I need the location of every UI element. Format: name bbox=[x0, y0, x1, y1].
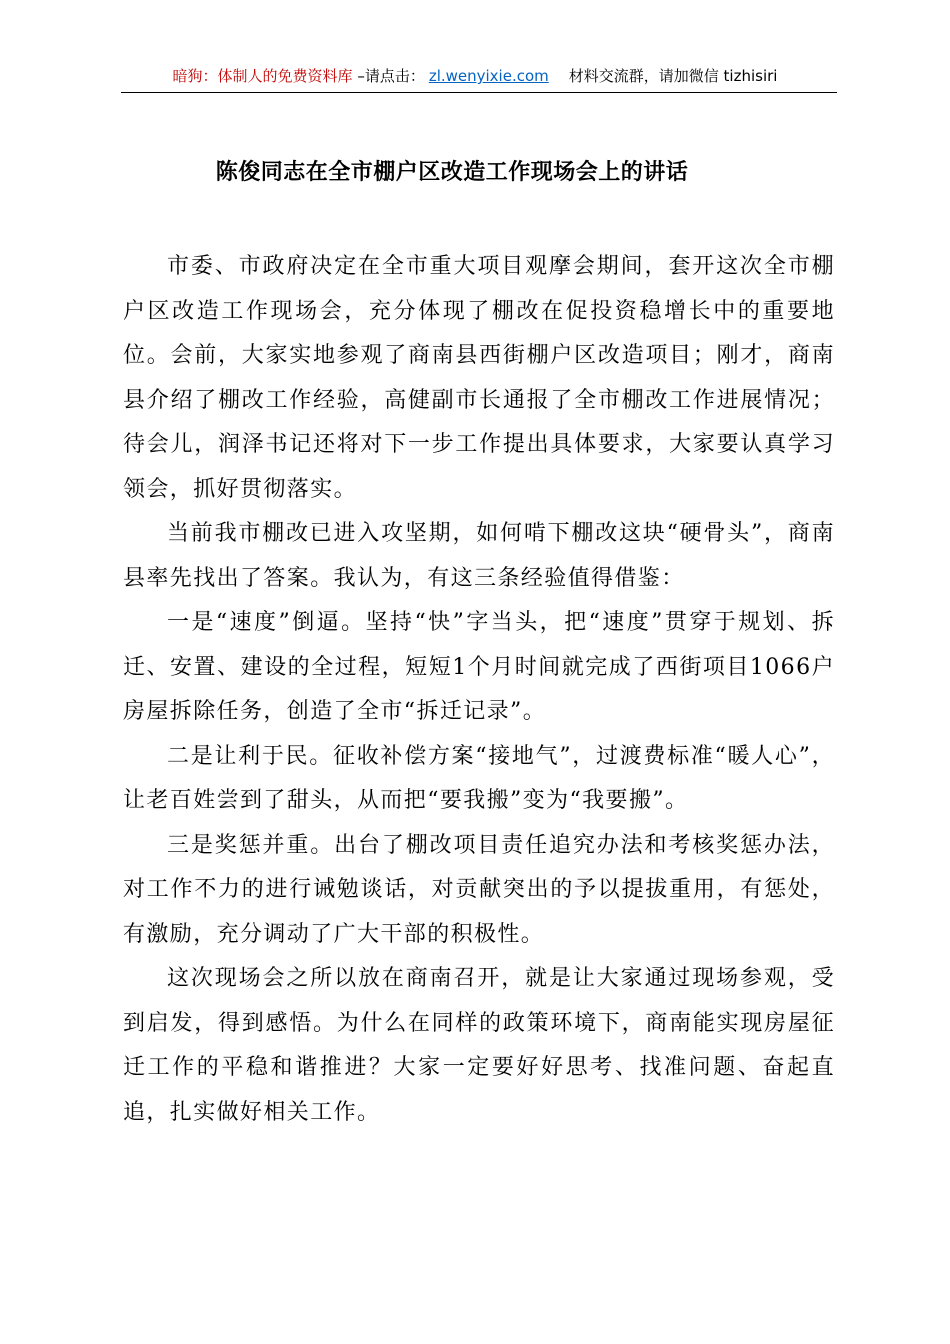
page-header bbox=[0, 66, 950, 86]
body-paragraph bbox=[123, 512, 835, 601]
paragraph-lead: 二是让利于民。 bbox=[167, 743, 333, 769]
paragraph-text: 市委、市政府决定在全市重大项目观摩会期间，套开这次全市棚户区改造工作现场会，充分体现了棚改在促投资稳增长中的重要地位。会前，大家实地参观了商南县西街棚户区改造项目；刚才，商南县介绍了棚改工作经验，高健副市长通报了全市棚改工作进展情况；待会儿，润泽书记还将对下一步工作提出具体要求，大家要认真学习领会，抓好贯彻落实。 bbox=[123, 254, 835, 502]
paragraph-text: 这次现场会之所以放在商南召开，就是让大家通过现场参观，受到启发，得到感悟。为什么在同样的政策环境下，商南能实现房屋征迁工作的平稳和谐推进？大家一定要好好思考、找准问题、奋起直追，扎实做好相关工作。 bbox=[123, 966, 835, 1125]
document-title: 陈俊同志在全市棚户区改造工作现场会上的讲话 bbox=[215, 160, 689, 185]
paragraph-text: 出台了棚改项目责任追究办法和考核奖惩办法，对工作不力的进行诫勉谈话，对贡献突出的予以提拔重用，有惩处，有激励，充分调动了广大干部的积极性。 bbox=[123, 832, 835, 947]
header-website-link[interactable]: zl.wenyixie.com bbox=[428, 67, 549, 85]
header-promo-text: 暗狗：体制人的免费资料库 bbox=[172, 67, 353, 85]
body-paragraph bbox=[123, 957, 835, 1135]
body-paragraph bbox=[123, 601, 835, 735]
header-divider bbox=[121, 92, 837, 93]
body-paragraph bbox=[123, 245, 835, 512]
header-contact-text: 材料交流群，请加微信 tizhisiri bbox=[568, 67, 778, 85]
paragraph-lead: 一是“速度”倒逼。 bbox=[167, 610, 366, 635]
paragraph-text: 当前我市棚改已进入攻坚期，如何啃下棚改这块“硬骨头”，商南县率先找出了答案。我认为，有这三条经验值得借鉴： bbox=[123, 521, 835, 591]
body-paragraph bbox=[123, 735, 835, 824]
paragraph-text: 征收补偿方案“接地气”，过渡费标准“暖人心”，让老百姓尝到了甜头，从而把“要我搬”变为“我要搬”。 bbox=[123, 743, 835, 813]
paragraph-text: 坚持“快”字当头，把“速度”贯穿于规划、拆迁、安置、建设的全过程，短短1个月时间就完成了西街项目1066户房屋拆除任务，创造了全市“拆迁记录”。 bbox=[123, 610, 835, 724]
paragraph-lead: 三是奖惩并重。 bbox=[167, 832, 335, 858]
body-paragraph bbox=[123, 824, 835, 958]
header-separator-text: –请点击： bbox=[352, 67, 425, 85]
document-body bbox=[123, 245, 835, 1135]
